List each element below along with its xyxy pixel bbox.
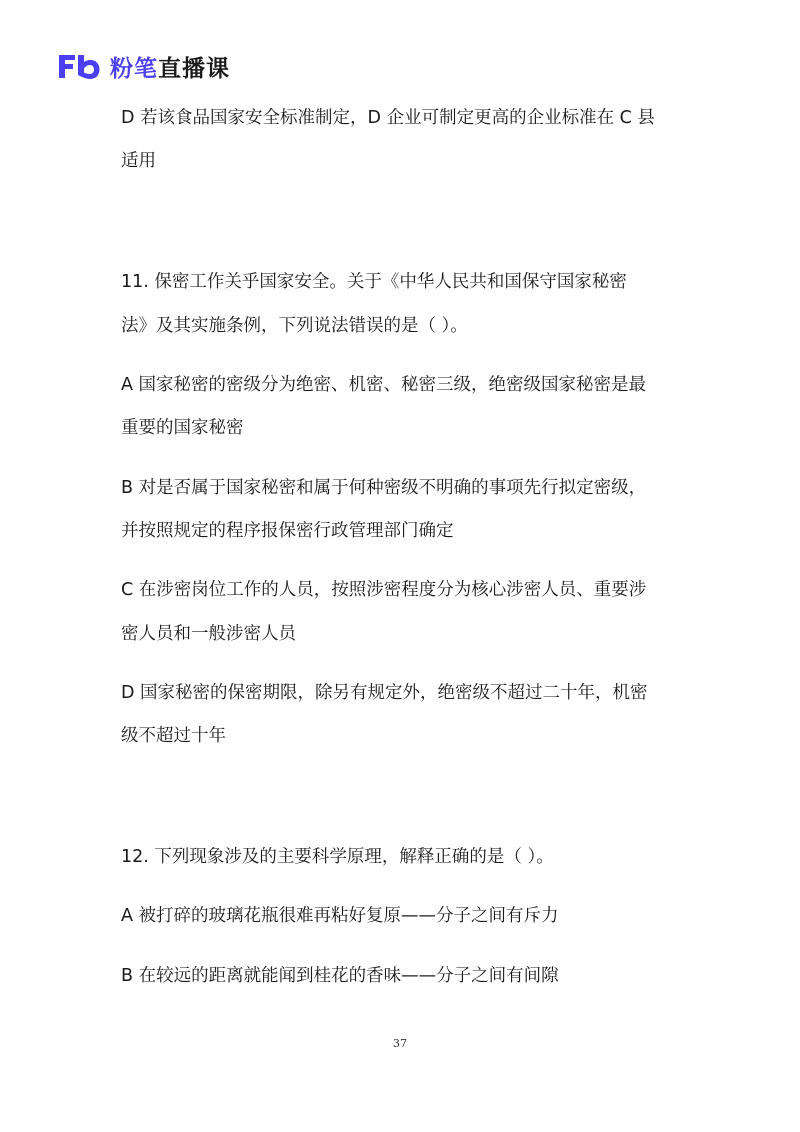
question-11-option-c-line-2: 密人员和一般涉密人员 [121,624,296,644]
fenbi-logo-icon [56,51,102,81]
question-10-option-d-line-1: D 若该食品国家安全标准制定，D 企业可制定更高的企业标准在 C 县 [121,108,655,128]
question-10-option-d-line-2: 适用 [121,151,156,171]
question-11-option-a-line-1: A 国家秘密的密级分为绝密、机密、秘密三级，绝密级国家秘密是最 [121,375,647,395]
page-number: 37 [393,1037,407,1050]
brand-accent-text: 粉笔 [110,55,158,82]
question-11-stem-line-1: 11. 保密工作关乎国家安全。关于《中华人民共和国保守国家秘密 [121,272,627,292]
brand-rest-text: 直播课 [158,55,230,82]
question-11-option-b-line-1: B 对是否属于国家秘密和属于何种密级不明确的事项先行拟定密级， [121,478,647,498]
question-11-option-d-line-1: D 国家秘密的保密期限，除另有规定外，绝密级不超过二十年，机密 [121,683,648,703]
question-12-option-b: B 在较远的距离就能闻到桂花的香味——分子之间有间隙 [121,966,559,986]
question-11-option-d-line-2: 级不超过十年 [121,726,226,746]
question-11-option-b-line-2: 并按照规定的程序报保密行政管理部门确定 [121,521,454,541]
question-12-option-a: A 被打碎的玻璃花瓶很难再粘好复原——分子之间有斥力 [121,906,559,926]
page-header [56,50,230,82]
brand-name [110,50,230,83]
question-11-option-c-line-1: C 在涉密岗位工作的人员，按照涉密程度分为核心涉密人员、重要涉 [121,580,647,600]
question-12-stem: 12. 下列现象涉及的主要科学原理，解释正确的是（ ）。 [121,847,554,867]
question-11-option-a-line-2: 重要的国家秘密 [121,418,244,438]
question-11-stem-line-2: 法》及其实施条例，下列说法错误的是（ ）。 [121,316,468,336]
